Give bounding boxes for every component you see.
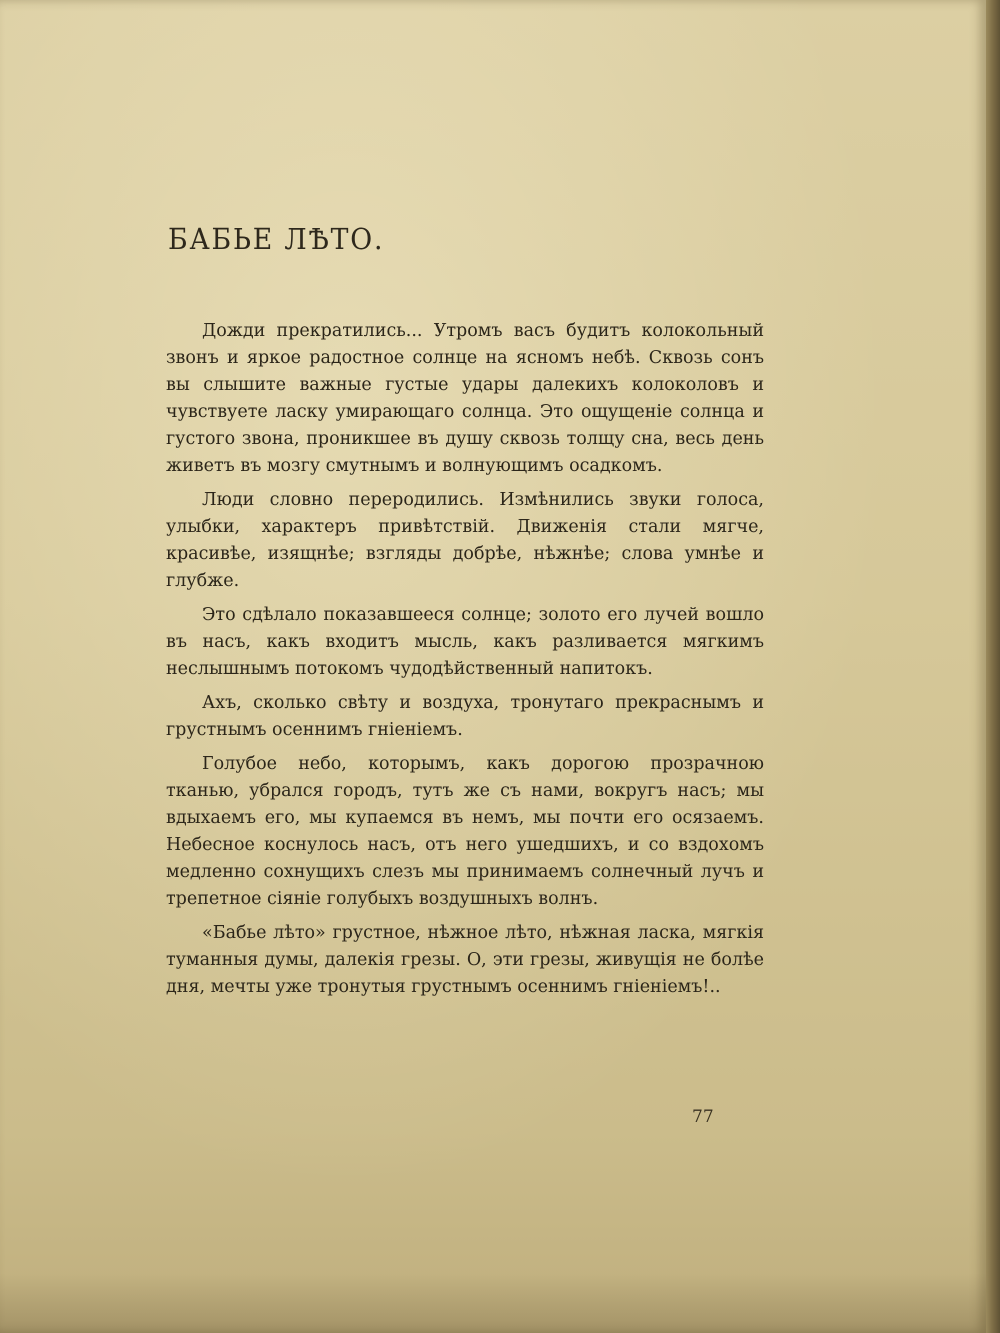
body-text bbox=[166, 318, 764, 1008]
page-shadow bbox=[0, 1273, 986, 1333]
paragraph: Голубое небо, которымъ, какъ дорогою прозрачною тканью, убрался городъ, тутъ же съ нами, вокругъ насъ; мы вдыхаемъ его, мы купаемся въ немъ, мы почти его осязаемъ. Небесное коснулось насъ, отъ него ушедшихъ, и со вздохомъ медленно сохнущихъ слезъ мы принимаемъ солнечный лучъ и трепетное сіяніе голубыхъ воздушныхъ волнъ. bbox=[166, 754, 764, 909]
paragraph: «Бабье лѣто» грустное, нѣжное лѣто, нѣжная ласка, мягкія туманныя думы, далекія грезы. О, эти грезы, живущія не болѣе дня, мечты уже тронутыя грустнымъ осеннимъ гніеніемъ!.. bbox=[166, 923, 764, 997]
page-edge bbox=[986, 0, 1000, 1333]
page-number: 77 bbox=[692, 1107, 714, 1127]
paragraph: Люди словно переродились. Измѣнились звуки голоса, улыбки, характеръ привѣтствій. Движенія стали мягче, красивѣе, изящнѣе; взгляды добрѣе, нѣжнѣе; слова умнѣе и глубже. bbox=[166, 490, 764, 591]
paragraph: Ахъ, сколько свѣту и воздуха, тронутаго прекраснымъ и грустнымъ осеннимъ гніеніемъ. bbox=[166, 693, 764, 740]
chapter-title: БАБЬЕ ЛѢТО. bbox=[168, 222, 385, 256]
paragraph: Это сдѣлало показавшееся солнце; золото его лучей вошло въ насъ, какъ входитъ мысль, какъ разливается мягкимъ неслышнымъ потокомъ чудодѣйственный напитокъ. bbox=[166, 605, 764, 679]
paragraph: Дожди прекратились... Утромъ васъ будитъ колокольный звонъ и яркое радостное солнце на ясномъ небѣ. Сквозь сонъ вы слышите важные густые удары далекихъ колоколовъ и чувствуете ласку умирающаго солнца. Это ощущеніе солнца и густого звона, проникшее въ душу сквозь толщу сна, весь день живетъ въ мозгу смутнымъ и волнующимъ осадкомъ. bbox=[166, 321, 764, 476]
